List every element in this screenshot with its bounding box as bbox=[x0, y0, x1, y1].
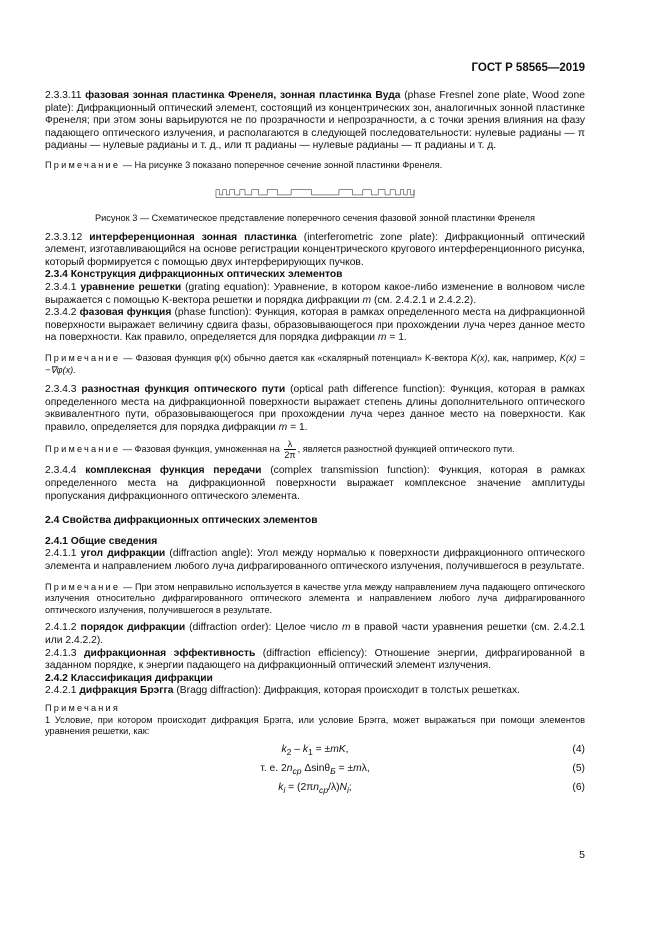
term: фазовая зонная пластинка Френеля, зонная пластинка Вуда bbox=[85, 90, 401, 101]
note-5-item-1: 1 Условие, при котором происходит дифракция Брэгга, или условие Брэгга, может выражаться при помощи элементов уравнения решетки, как: bbox=[45, 714, 585, 737]
note-2: Примечание — Фазовая функция φ(x) обычно дается как «скалярный потенциал» K-вектора K(x), как, например, K(x) = −∇φ(x). bbox=[45, 352, 585, 375]
heading-2-4: 2.4 Свойства дифракционных оптических элементов bbox=[45, 515, 318, 527]
heading-2-4-2: 2.4.2 Классификация дифракции bbox=[45, 672, 213, 684]
clause-2-3-3-11: 2.3.3.11 фазовая зонная пластинка Френеля, зонная пластинка Вуда (phase Fresnel zone plate, Wood zone plate): Дифракционный оптический элемент, состоящий из концентрических зон, аналогичных зонной пластинке Френеля; при этом зоны варьируются не по прозрачности и непрозрачности, а с точки зрения влияния на фазу падающего оптического излучения, и располагаются в следующей последовательности: нулевые радианы — π радианы — нулевые радианы и т. д., или π радианы — нулевые радианы — π радианы и т. д. bbox=[45, 90, 585, 152]
note-4: Примечание — При этом неправильно используется в качестве угла между направлением луча падающего оптического излучения относительно дифрагированного оптического элемента и направлением любого луча дифрагированного оптического излучения, получившегося в результате. bbox=[45, 581, 585, 615]
equation-5: т. е. $2n_{ср}$ Δsinθ$_Б$ = ±mλ, (5) bbox=[260, 762, 585, 776]
clause-2-3-4-2: 2.3.4.2 фазовая функция (phase function): Функция, которая в рамках определенного места на дифракционной поверхности выражает величину сдвига фазы, образовывающегося при прохождении луча через данное место на поверхности. Как правило, определяется для порядка дифракции m = 1. bbox=[45, 307, 585, 344]
clause-2-3-4-4: 2.3.4.4 комплексная функция передачи (complex transmission function): Функция, которая в рамках определенного места на дифракционной поверхности выражает комплексное значение амплитуды пропускания дифракционного оптического элемента. bbox=[45, 465, 585, 502]
equation-6: $k_i = (2\pi n_{ср}/\lambda)N_i$; (6) bbox=[278, 781, 585, 795]
clause-2-4-1-2: 2.4.1.2 порядок дифракции (diffraction order): Целое число m в правой части уравнения решетки (см. 2.4.2.1 или 2.4.2.2). bbox=[45, 622, 585, 646]
heading-2-4-1: 2.4.1 Общие сведения bbox=[45, 535, 158, 547]
page-header: ГОСТ Р 58565—2019 bbox=[471, 62, 585, 74]
clause-2-3-3-12: 2.3.3.12 интерференционная зонная пластинка (interferometric zone plate): Дифракционный оптический элемент, изготавливающийся на основе регистрации концентрического кругового интерференционного рисунка, который формируется с помощью двух интерферирующих пучков. bbox=[45, 231, 585, 268]
lambda-over-2pi-fraction: $\frac{\lambda}{2\pi}$ bbox=[284, 439, 296, 461]
page-body bbox=[45, 0, 585, 797]
zone-profile-line bbox=[216, 189, 414, 197]
clause-2-3-4-3: 2.3.4.3 разностная функция оптического пути (optical path difference function): Функция, которая в рамках определенного места на дифракционной поверхности выражает степень длины дополнительного оптического эквивалентного пути, образовывающегося при прохождении луча через данное место на поверхности. Как правило, определяется для порядка дифракции m = 1. bbox=[45, 384, 585, 433]
equation-4: $k_2 - k_1 = \pm mK$, (4) bbox=[281, 743, 585, 757]
note-3: Примечание — Фазовая функция, умноженная на $\frac{\lambda}{2\pi}$ , является разностной функцией оптического пути. bbox=[45, 439, 515, 461]
clause-2-4-1-1: 2.4.1.1 угол дифракции (diffraction angle): Угол между нормалью к поверхности дифракционного оптического элемента и направлением любого луча дифрагированного оптического излучения, получившегося в результате. bbox=[45, 548, 585, 573]
zone-plate-cross-section-figure bbox=[215, 182, 415, 204]
note-1: Примечание — На рисунке 3 показано поперечное сечение зонной пластинки Френеля. bbox=[45, 159, 443, 170]
clause-2-4-1-3: 2.4.1.3 дифракционная эффективность (diffraction efficiency): Отношение энергии, дифрагированной в заданном порядке, к энергии падающего на дифракционный оптический элемент излучения. bbox=[45, 647, 585, 672]
heading-2-3-4: 2.3.4 Конструкция дифракционных оптических элементов bbox=[45, 269, 343, 281]
notes-label: Примечания bbox=[45, 702, 121, 713]
figure-caption: Рисунок 3 — Схематическое представление поперечного сечения фазовой зонной пластинки Френеля bbox=[95, 212, 535, 223]
clause-2-3-4-1: 2.3.4.1 уравнение решетки (grating equation): Уравнение, в котором какое-либо изменение в волновом числе выражается с помощью K-вектора решетки и порядка дифракции m (см. 2.4.2.1 и 2.4.2.2). bbox=[45, 281, 585, 306]
clause-2-4-2-1: 2.4.2.1 дифракция Брэгга (Bragg diffraction): Дифракция, которая происходит в толстых решетках. bbox=[45, 685, 520, 697]
page-number: 5 bbox=[579, 849, 585, 861]
